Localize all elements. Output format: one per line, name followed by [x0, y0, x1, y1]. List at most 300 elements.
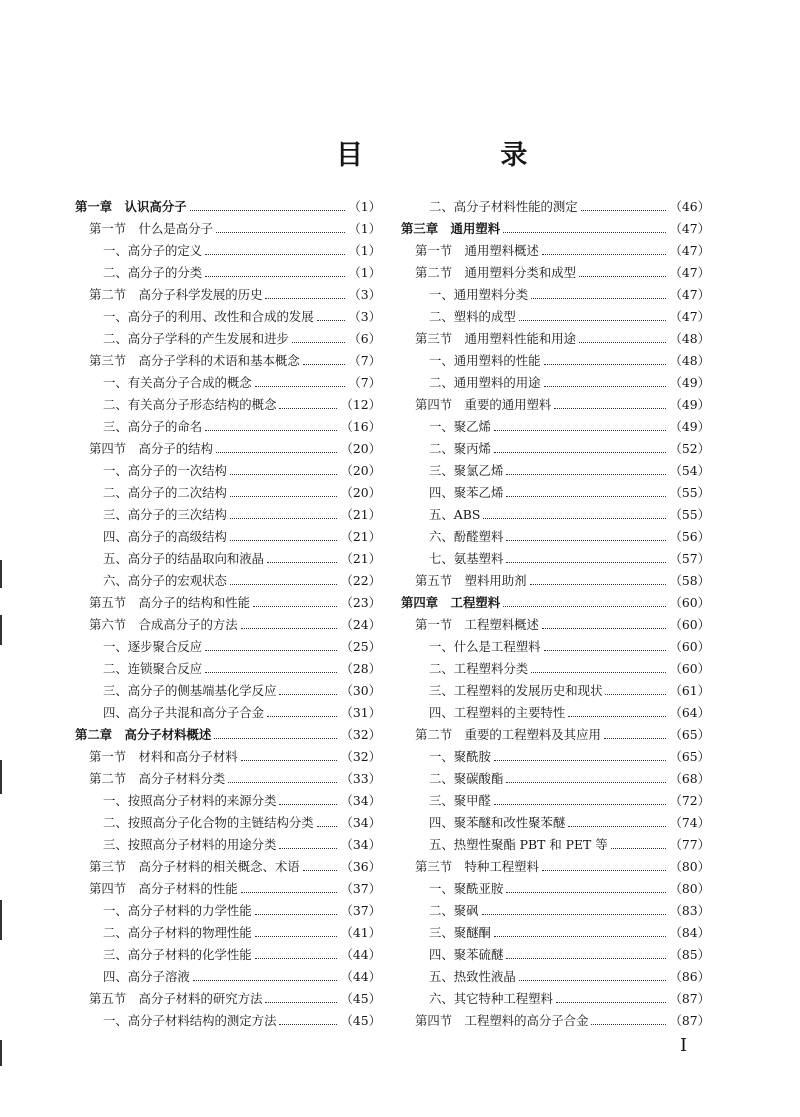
toc-entry-title: 一、聚乙烯: [429, 419, 491, 434]
dot-leader: [542, 618, 667, 629]
dot-leader: [604, 728, 667, 739]
dot-leader: [506, 464, 666, 475]
toc-entry-title: 一、高分子的一次结构: [103, 463, 227, 478]
toc-subsection-entry[interactable]: [401, 680, 710, 702]
toc-entry-page: （60）: [669, 661, 710, 676]
toc-entry-page: （20）: [340, 485, 381, 500]
toc-entry-page: （72）: [669, 793, 710, 808]
toc-entry-title: 一、有关高分子合成的概念: [103, 375, 252, 390]
toc-chapter-entry[interactable]: [401, 592, 710, 614]
toc-entry-title: 第四章 工程塑料: [401, 595, 501, 610]
toc-entry-page: （74）: [669, 815, 710, 830]
toc-section-entry[interactable]: [401, 856, 710, 878]
toc-subsection-entry[interactable]: [401, 460, 710, 482]
toc-subsection-entry[interactable]: [75, 328, 381, 350]
toc-entry-title: 七、氨基塑料: [429, 551, 504, 566]
toc-entry-page: （21）: [340, 551, 381, 566]
dot-leader: [279, 794, 337, 805]
dot-leader: [205, 244, 345, 255]
toc-entry-title: 一、通用塑料分类: [429, 287, 529, 302]
dot-leader: [506, 882, 666, 893]
toc-entry-title: 一、聚酰胺: [429, 749, 491, 764]
toc-entry-page: （83）: [669, 903, 710, 918]
toc-subsection-entry[interactable]: [401, 944, 710, 966]
dot-leader: [568, 816, 666, 827]
toc-subsection-entry[interactable]: [401, 416, 710, 438]
toc-subsection-entry[interactable]: [75, 306, 381, 328]
dot-leader: [228, 772, 337, 783]
toc-entry-page: （44）: [340, 969, 381, 984]
toc-section-entry[interactable]: [75, 988, 381, 1010]
toc-entry-page: （86）: [669, 969, 710, 984]
toc-entry-title: 第一章 认识高分子: [75, 199, 187, 214]
toc-subsection-entry[interactable]: [401, 372, 710, 394]
toc-entry-title: 五、热致性液晶: [429, 969, 516, 984]
toc-section-entry[interactable]: [75, 350, 381, 372]
toc-section-entry[interactable]: [75, 768, 381, 790]
toc-subsection-entry[interactable]: [75, 526, 381, 548]
dot-leader: [317, 816, 338, 827]
toc-entry-page: （80）: [669, 881, 710, 896]
toc-entry-page: （34）: [340, 815, 381, 830]
toc-subsection-entry[interactable]: [401, 284, 710, 306]
toc-subsection-entry[interactable]: [75, 416, 381, 438]
toc-chapter-entry[interactable]: [401, 218, 710, 240]
toc-entry-title: 二、按照高分子化合物的主链结构分类: [103, 815, 314, 830]
dot-leader: [193, 970, 338, 981]
toc-entry-title: 四、聚苯硫醚: [429, 947, 504, 962]
dot-leader: [581, 200, 667, 211]
toc-entry-title: 一、高分子材料的力学性能: [103, 903, 252, 918]
binding-mark: [0, 560, 2, 588]
toc-entry-page: （37）: [340, 903, 381, 918]
toc-entry-title: 第三章 通用塑料: [401, 221, 501, 236]
toc-entry-title: 第三节 高分子学科的术语和基本概念: [89, 353, 300, 368]
toc-entry-title: 三、高分子的侧基端基化学反应: [103, 683, 277, 698]
dot-leader: [544, 376, 667, 387]
toc-entry-page: （55）: [669, 507, 710, 522]
toc-entry-title: 二、工程塑料分类: [429, 661, 529, 676]
toc-entry-page: （6）: [348, 331, 381, 346]
toc-entry-page: （7）: [348, 353, 381, 368]
toc-entry-title: 一、高分子材料结构的测定方法: [103, 1013, 277, 1028]
toc-subsection-entry[interactable]: [401, 900, 710, 922]
toc-entry-page: （3）: [348, 287, 381, 302]
toc-entry-page: （87）: [669, 1013, 710, 1028]
toc-chapter-entry[interactable]: [75, 196, 381, 218]
dot-leader: [494, 926, 666, 937]
toc-subsection-entry[interactable]: [401, 988, 710, 1010]
toc-subsection-entry[interactable]: [401, 504, 710, 526]
toc-entry-page: （55）: [669, 485, 710, 500]
toc-entry-page: （49）: [669, 375, 710, 390]
toc-entry-title: 四、聚苯乙烯: [429, 485, 504, 500]
toc-entry-title: 一、高分子的利用、改性和合成的发展: [103, 309, 314, 324]
dot-leader: [542, 860, 667, 871]
toc-subsection-entry[interactable]: [75, 1010, 381, 1032]
toc-entry-title: 五、ABS: [429, 507, 481, 522]
toc-entry-title: 第四节 重要的通用塑料: [415, 397, 552, 412]
toc-entry-title: 五、热塑性聚酯 PBT 和 PET 等: [429, 837, 608, 852]
toc-subsection-entry[interactable]: [401, 878, 710, 900]
toc-subsection-entry[interactable]: [75, 834, 381, 856]
toc-entry-title: 二、通用塑料的用途: [429, 375, 541, 390]
toc-subsection-entry[interactable]: [75, 966, 381, 988]
toc-section-entry[interactable]: [75, 746, 381, 768]
toc-entry-page: （28）: [340, 661, 381, 676]
toc-entry-title: 第二章 高分子材料概述: [75, 727, 212, 742]
toc-entry-title: 三、聚氯乙烯: [429, 463, 504, 478]
toc-subsection-entry[interactable]: [401, 636, 710, 658]
toc-subsection-entry[interactable]: [75, 636, 381, 658]
toc-entry-page: （31）: [340, 705, 381, 720]
dot-leader: [483, 508, 666, 519]
toc-entry-page: （56）: [669, 529, 710, 544]
dot-leader: [579, 332, 666, 343]
toc-entry-title: 第三节 高分子材料的相关概念、术语: [89, 859, 300, 874]
toc-entry-page: （45）: [340, 1013, 381, 1028]
toc-entry-page: （1）: [348, 199, 381, 214]
toc-section-entry[interactable]: [75, 592, 381, 614]
toc-subsection-entry[interactable]: [75, 262, 381, 284]
toc-entry-title: 第三节 特种工程塑料: [415, 859, 539, 874]
toc-entry-title: 一、高分子的定义: [103, 243, 203, 258]
dot-leader: [556, 992, 667, 1003]
toc-entry-page: （22）: [340, 573, 381, 588]
dot-leader: [230, 574, 338, 585]
dot-leader: [503, 222, 666, 233]
toc-entry-page: （47）: [669, 221, 710, 236]
dot-leader: [530, 574, 667, 585]
toc-entry-title: 三、高分子材料的化学性能: [103, 947, 252, 962]
toc-subsection-entry[interactable]: [75, 482, 381, 504]
toc-entry-title: 二、高分子材料性能的测定: [429, 199, 578, 214]
toc-subsection-entry[interactable]: [401, 790, 710, 812]
toc-entry-page: （46）: [669, 199, 710, 214]
toc-entry-title: 二、高分子的二次结构: [103, 485, 227, 500]
toc-entry-page: （7）: [348, 375, 381, 390]
toc-subsection-entry[interactable]: [75, 812, 381, 834]
toc-subsection-entry[interactable]: [75, 680, 381, 702]
toc-subsection-entry[interactable]: [401, 768, 710, 790]
dot-leader: [241, 618, 338, 629]
toc-chapter-entry[interactable]: [75, 724, 381, 746]
dot-leader: [230, 530, 338, 541]
toc-entry-page: （23）: [340, 595, 381, 610]
toc-entry-title: 三、高分子的命名: [103, 419, 203, 434]
toc-entry-title: 二、连锁聚合反应: [103, 661, 203, 676]
toc-entry-title: 第四节 工程塑料的高分子合金: [415, 1013, 589, 1028]
toc-entry-page: （20）: [340, 441, 381, 456]
toc-subsection-entry[interactable]: [401, 350, 710, 372]
toc-subsection-entry[interactable]: [401, 746, 710, 768]
dot-leader: [506, 486, 666, 497]
toc-entry-page: （47）: [669, 265, 710, 280]
toc-entry-page: （32）: [340, 727, 381, 742]
dot-leader: [317, 310, 346, 321]
dot-leader: [506, 530, 666, 541]
toc-entry-page: （33）: [340, 771, 381, 786]
toc-entry-title: 四、聚苯醚和改性聚苯醚: [429, 815, 566, 830]
toc-entry-title: 一、逐步聚合反应: [103, 639, 203, 654]
toc-entry-page: （80）: [669, 859, 710, 874]
toc-entry-page: （60）: [669, 595, 710, 610]
toc-entry-title: 二、高分子的分类: [103, 265, 203, 280]
toc-entry-title: 二、聚砜: [429, 903, 479, 918]
dot-leader: [279, 838, 337, 849]
toc-entry-title: 第一节 工程塑料概述: [415, 617, 539, 632]
toc-subsection-entry[interactable]: [75, 790, 381, 812]
dot-leader: [554, 398, 666, 409]
toc-entry-page: （1）: [348, 243, 381, 258]
toc-entry-page: （60）: [669, 617, 710, 632]
toc-entry-page: （1）: [348, 265, 381, 280]
dot-leader: [506, 948, 666, 959]
dot-leader: [591, 1014, 666, 1025]
toc-entry-title: 二、塑料的成型: [429, 309, 516, 324]
dot-leader: [214, 728, 337, 739]
dot-leader: [279, 1014, 337, 1025]
dot-leader: [205, 640, 337, 651]
toc-subsection-entry[interactable]: [401, 482, 710, 504]
toc-subsection-entry[interactable]: [75, 702, 381, 724]
dot-leader: [494, 442, 666, 453]
toc-entry-title: 第四节 高分子材料的性能: [89, 881, 238, 896]
toc-entry-title: 一、通用塑料的性能: [429, 353, 541, 368]
toc-entry-page: （52）: [669, 441, 710, 456]
toc-entry-title: 第二节 高分子科学发展的历史: [89, 287, 263, 302]
dot-leader: [265, 288, 345, 299]
toc-entry-page: （48）: [669, 331, 710, 346]
toc-section-entry[interactable]: [401, 394, 710, 416]
toc-entry-title: 四、高分子溶液: [103, 969, 190, 984]
dot-leader: [544, 354, 667, 365]
toc-subsection-entry[interactable]: [401, 438, 710, 460]
toc-entry-title: 二、高分子材料的物理性能: [103, 925, 252, 940]
toc-entry-page: （41）: [340, 925, 381, 940]
toc-entry-page: （45）: [340, 991, 381, 1006]
toc-entry-title: 三、聚甲醛: [429, 793, 491, 808]
toc-subsection-entry[interactable]: [75, 548, 381, 570]
toc-entry-page: （60）: [669, 639, 710, 654]
toc-entry-title: 第五节 高分子的结构和性能: [89, 595, 251, 610]
dot-leader: [519, 970, 667, 981]
toc-entry-page: （24）: [340, 617, 381, 632]
toc-subsection-entry[interactable]: [75, 460, 381, 482]
toc-subsection-entry[interactable]: [401, 306, 710, 328]
toc-entry-page: （34）: [340, 837, 381, 852]
toc-entry-page: （77）: [669, 837, 710, 852]
toc-subsection-entry[interactable]: [75, 900, 381, 922]
toc-entry-page: （87）: [669, 991, 710, 1006]
dot-leader: [241, 882, 338, 893]
dot-leader: [205, 420, 337, 431]
toc-entry-title: 第一节 材料和高分子材料: [89, 749, 238, 764]
toc-entry-title: 一、按照高分子材料的来源分类: [103, 793, 277, 808]
dot-leader: [506, 772, 666, 783]
toc-section-entry[interactable]: [75, 614, 381, 636]
toc-entry-title: 一、聚酰亚胺: [429, 881, 504, 896]
toc-entry-page: （36）: [340, 859, 381, 874]
toc-subsection-entry[interactable]: [401, 548, 710, 570]
toc-subsection-entry[interactable]: [401, 702, 710, 724]
toc-entry-title: 第四节 高分子的结构: [89, 441, 213, 456]
toc-entry-page: （3）: [348, 309, 381, 324]
toc-entry-page: （1）: [348, 221, 381, 236]
binding-mark: [0, 760, 2, 794]
toc-section-entry[interactable]: [401, 724, 710, 746]
toc-subsection-entry[interactable]: [75, 922, 381, 944]
toc-entry-title: 第二节 重要的工程塑料及其应用: [415, 727, 601, 742]
toc-subsection-entry[interactable]: [75, 944, 381, 966]
dot-leader: [255, 376, 346, 387]
dot-leader: [241, 750, 338, 761]
toc-entry-title: 二、聚碳酸酯: [429, 771, 504, 786]
toc-entry-page: （37）: [340, 881, 381, 896]
dot-leader: [253, 596, 337, 607]
toc-entry-page: （44）: [340, 947, 381, 962]
toc-subsection-entry[interactable]: [401, 834, 710, 856]
toc-entry-page: （47）: [669, 287, 710, 302]
toc-entry-title: 第二节 通用塑料分类和成型: [415, 265, 577, 280]
toc-entry-page: （65）: [669, 727, 710, 742]
dot-leader: [216, 442, 338, 453]
toc-entry-page: （48）: [669, 353, 710, 368]
toc-entry-page: （34）: [340, 793, 381, 808]
dot-leader: [279, 684, 337, 695]
dot-leader: [611, 838, 667, 849]
dot-leader: [267, 706, 337, 717]
toc-subsection-entry[interactable]: [401, 966, 710, 988]
toc-entry-title: 五、高分子的结晶取向和液晶: [103, 551, 265, 566]
toc-entry-title: 第五节 塑料用助剂: [415, 573, 527, 588]
toc-entry-page: （85）: [669, 947, 710, 962]
toc-entry-page: （47）: [669, 309, 710, 324]
dot-leader: [494, 750, 666, 761]
toc-column-right: [401, 196, 710, 1032]
toc-column-left: [75, 196, 381, 1032]
dot-leader: [216, 222, 345, 233]
toc-entry-page: （16）: [340, 419, 381, 434]
toc-entry-page: （21）: [340, 529, 381, 544]
dot-leader: [255, 926, 338, 937]
toc-entry-title: 第二节 高分子材料分类: [89, 771, 226, 786]
toc-entry-title: 三、工程塑料的发展历史和现状: [429, 683, 603, 698]
toc-section-entry[interactable]: [75, 438, 381, 460]
dot-leader: [531, 662, 666, 673]
dot-leader: [230, 486, 338, 497]
page-number: I: [680, 1035, 688, 1056]
dot-leader: [230, 464, 338, 475]
toc-entry-title: 三、高分子的三次结构: [103, 507, 227, 522]
toc-subsection-entry[interactable]: [75, 394, 381, 416]
dot-leader: [494, 420, 666, 431]
toc-section-entry[interactable]: [401, 1010, 710, 1032]
page-title: 目 录: [336, 140, 592, 171]
toc-entry-title: 第六节 合成高分子的方法: [89, 617, 238, 632]
toc-section-entry[interactable]: [401, 614, 710, 636]
toc-entry-title: 六、其它特种工程塑料: [429, 991, 553, 1006]
dot-leader: [303, 354, 346, 365]
toc-section-entry[interactable]: [75, 878, 381, 900]
dot-leader: [494, 794, 666, 805]
toc-entry-page: （54）: [669, 463, 710, 478]
toc-entry-title: 一、什么是工程塑料: [429, 639, 541, 654]
toc-entry-title: 第五节 高分子材料的研究方法: [89, 991, 263, 1006]
dot-leader: [292, 332, 345, 343]
toc-section-entry[interactable]: [75, 284, 381, 306]
toc-section-entry[interactable]: [401, 262, 710, 284]
toc-subsection-entry[interactable]: [401, 922, 710, 944]
toc-subsection-entry[interactable]: [75, 240, 381, 262]
binding-mark: [0, 615, 2, 645]
toc-section-entry[interactable]: [401, 240, 710, 262]
toc-section-entry[interactable]: [401, 570, 710, 592]
toc-entry-page: （49）: [669, 419, 710, 434]
dot-leader: [579, 266, 666, 277]
dot-leader: [279, 398, 337, 409]
toc-entry-page: （25）: [340, 639, 381, 654]
toc-entry-title: 四、高分子的高级结构: [103, 529, 227, 544]
dot-leader: [255, 948, 338, 959]
dot-leader: [205, 266, 345, 277]
toc-entry-title: 三、聚醚酮: [429, 925, 491, 940]
dot-leader: [544, 640, 667, 651]
toc-entry-title: 二、聚丙烯: [429, 441, 491, 456]
toc-entry-title: 四、高分子共混和高分子合金: [103, 705, 265, 720]
toc-entry-page: （68）: [669, 771, 710, 786]
dot-leader: [267, 552, 337, 563]
toc-entry-page: （84）: [669, 925, 710, 940]
dot-leader: [506, 552, 666, 563]
toc-entry-page: （21）: [340, 507, 381, 522]
toc-subsection-entry[interactable]: [75, 504, 381, 526]
dot-leader: [255, 904, 338, 915]
toc-entry-page: （30）: [340, 683, 381, 698]
toc-subsection-entry[interactable]: [401, 812, 710, 834]
toc-section-entry[interactable]: [75, 856, 381, 878]
toc-subsection-entry[interactable]: [75, 570, 381, 592]
toc-entry-title: 六、酚醛塑料: [429, 529, 504, 544]
toc-entry-page: （61）: [669, 683, 710, 698]
toc-subsection-entry[interactable]: [401, 658, 710, 680]
toc-entry-title: 六、高分子的宏观状态: [103, 573, 227, 588]
toc-entry-title: 第三节 通用塑料性能和用途: [415, 331, 577, 346]
toc-entry-page: （12）: [340, 397, 381, 412]
toc-subsection-entry[interactable]: [401, 526, 710, 548]
toc-section-entry[interactable]: [75, 218, 381, 240]
toc-entry-title: 第一节 什么是高分子: [89, 221, 213, 236]
dot-leader: [482, 904, 667, 915]
toc-subsection-entry[interactable]: [401, 196, 710, 218]
toc-entry-page: （49）: [669, 397, 710, 412]
dot-leader: [568, 706, 666, 717]
dot-leader: [205, 662, 337, 673]
toc-subsection-entry[interactable]: [75, 658, 381, 680]
toc-entry-title: 四、工程塑料的主要特性: [429, 705, 566, 720]
dot-leader: [605, 684, 666, 695]
toc-section-entry[interactable]: [401, 328, 710, 350]
toc-entry-page: （47）: [669, 243, 710, 258]
dot-leader: [519, 310, 667, 321]
dot-leader: [265, 992, 337, 1003]
dot-leader: [503, 596, 666, 607]
toc-entry-page: （57）: [669, 551, 710, 566]
dot-leader: [190, 200, 346, 211]
toc-entry-page: （32）: [340, 749, 381, 764]
toc-subsection-entry[interactable]: [75, 372, 381, 394]
toc-entry-title: 二、有关高分子形态结构的概念: [103, 397, 277, 412]
